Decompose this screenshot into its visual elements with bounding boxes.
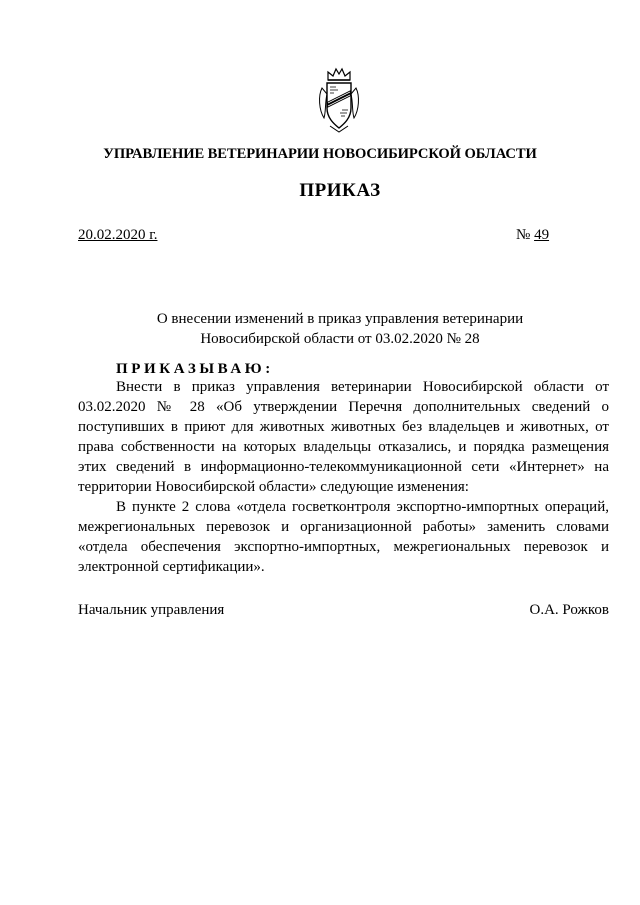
signer-position: Начальник управления <box>78 602 225 618</box>
order-subject-line-1: О внесении изменений в приказ управления ветеринарии <box>156 311 524 327</box>
order-directive-word: ПРИКАЗЫВАЮ: <box>116 361 274 377</box>
order-body <box>78 377 609 577</box>
order-number <box>516 227 549 244</box>
order-number-value: 49 <box>534 227 550 243</box>
document-type-heading: ПРИКАЗ <box>299 180 381 201</box>
order-subject <box>0 309 640 349</box>
order-subject-line-2: Новосибирской области от 03.02.2020 № 28 <box>200 331 480 347</box>
order-date: 20.02.2020 г. <box>78 227 158 243</box>
coat-of-arms-icon <box>316 66 362 134</box>
body-paragraph-2: В пункте 2 слова «отдела госветконтроля экспортно-импортных операций, межрегиональных перевозок и организационной работы» заменить словами «отдела обеспечения экспортно-импортных, межрегиональных перевозок и электронной сертификации». <box>78 499 609 575</box>
order-number-prefix: № <box>516 227 535 243</box>
signer-name: О.А. Рожков <box>529 602 609 618</box>
organization-title: УПРАВЛЕНИЕ ВЕТЕРИНАРИИ НОВОСИБИРСКОЙ ОБЛАСТИ <box>103 146 537 162</box>
body-paragraph-1: Внести в приказ управления ветеринарии Новосибирской области от 03.02.2020 № 28 «Об утверждении Перечня дополнительных сведений о поступивших в приют для животных животных без владельцев и животных, от права собственности на которых владельцы отказались, и порядка размещения этих сведений в информационно-телекоммуникационной сети «Интернет» на территории Новосибирской области» следующие изменения: <box>78 379 609 495</box>
